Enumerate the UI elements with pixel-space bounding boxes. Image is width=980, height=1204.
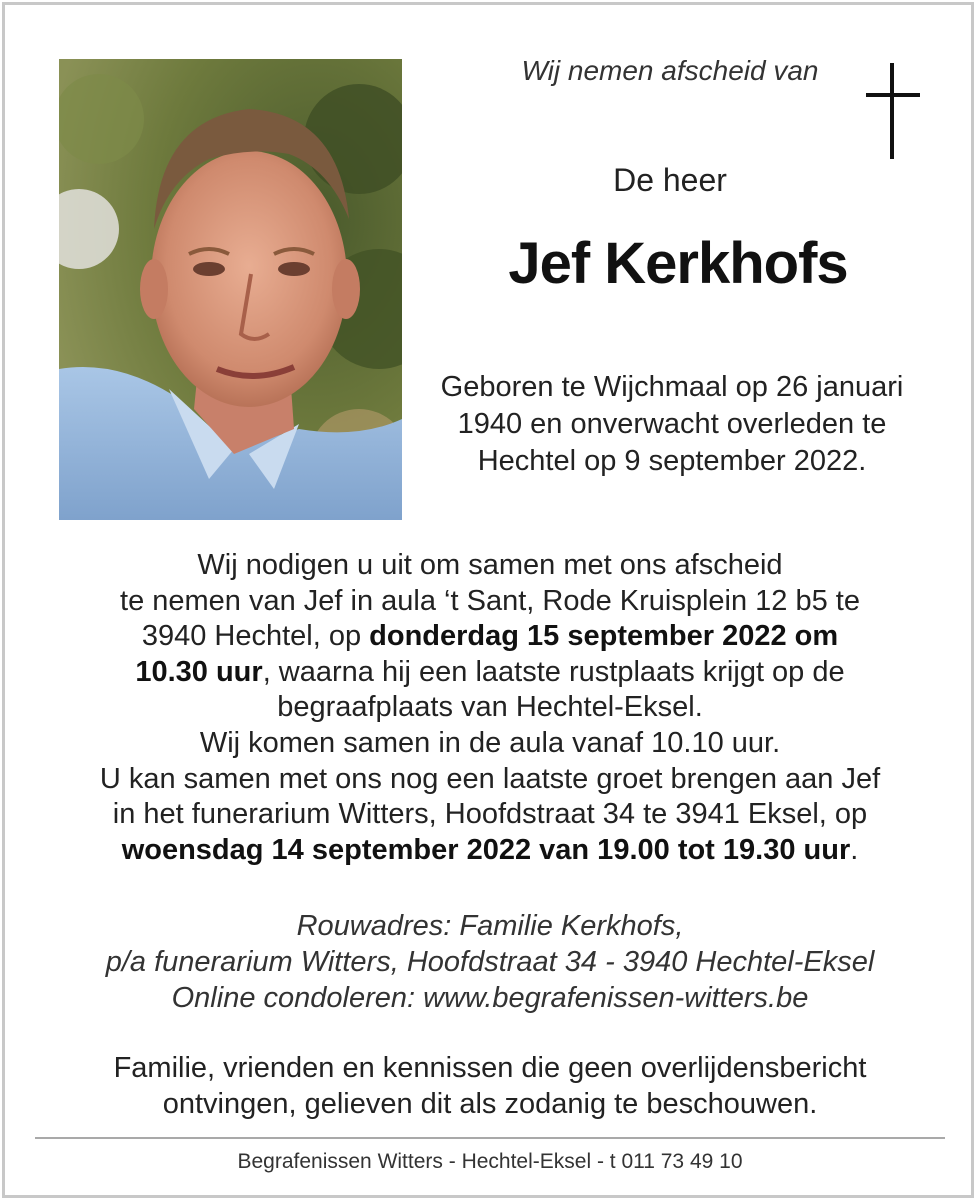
invitation-line: Wij komen samen in de aula vanaf 10.10 uur.	[199, 726, 781, 759]
birth-line: 1940 en onverwacht overleden te	[457, 408, 887, 440]
birth-death-info	[418, 369, 926, 480]
intro-text: Wij nemen afscheid van	[521, 55, 819, 86]
birth-line: Geboren te Wijchmaal op 26 januari	[440, 371, 904, 403]
invitation-line: te nemen van Jef in aula ‘t Sant, Rode Kruisplein 12 b5 te	[120, 584, 860, 617]
ceremony-time: 10.30 uur	[135, 655, 263, 688]
mourning-address	[40, 908, 940, 1016]
invitation-line: begraafplaats van Hechtel-Eksel.	[277, 691, 703, 724]
invitation-text: 3940 Hechtel, op	[141, 620, 370, 653]
cross-icon	[862, 63, 922, 159]
footer-text: Begrafenissen Witters - Hechtel-Eksel - t 011 73 49 10	[237, 1150, 743, 1173]
invitation-line: in het funerarium Witters, Hoofdstraat 34 te 3941 Eksel, op	[112, 798, 868, 831]
invitation-line	[40, 655, 940, 691]
invitation-line: U kan samen met ons nog een laatste groet brengen aan Jef	[99, 762, 881, 795]
portrait-photo	[59, 59, 402, 520]
honorific-title: De heer	[613, 162, 727, 198]
invitation-text: , waarna hij een laatste rustplaats krijgt op de	[262, 655, 845, 688]
notice-note	[40, 1050, 940, 1122]
funeral-invitation	[40, 548, 940, 868]
address-line: p/a funerarium Witters, Hoofdstraat 34 - 3940 Hechtel-Eksel	[105, 946, 875, 978]
birth-line: Hechtel op 9 september 2022.	[477, 445, 867, 477]
note-line: Familie, vrienden en kennissen die geen overlijdensbericht	[113, 1052, 867, 1084]
invitation-line: Wij nodigen u uit om samen met ons afscheid	[197, 549, 783, 581]
invitation-line	[40, 619, 940, 655]
invitation-line	[40, 833, 940, 869]
note-line: ontvingen, gelieven dit als zodanig te beschouwen.	[162, 1088, 818, 1120]
address-line: Rouwadres: Familie Kerkhofs,	[296, 910, 684, 942]
condolence-link[interactable]: Online condoleren: www.begrafenissen-witters.be	[171, 982, 809, 1014]
invitation-text: .	[850, 833, 859, 866]
ceremony-date: donderdag 15 september 2022 om	[369, 620, 839, 653]
footer-divider	[35, 1137, 945, 1139]
visitation-datetime: woensdag 14 september 2022 van 19.00 tot 19.30 uur	[121, 833, 851, 866]
deceased-name: Jef Kerkhofs	[508, 231, 848, 296]
